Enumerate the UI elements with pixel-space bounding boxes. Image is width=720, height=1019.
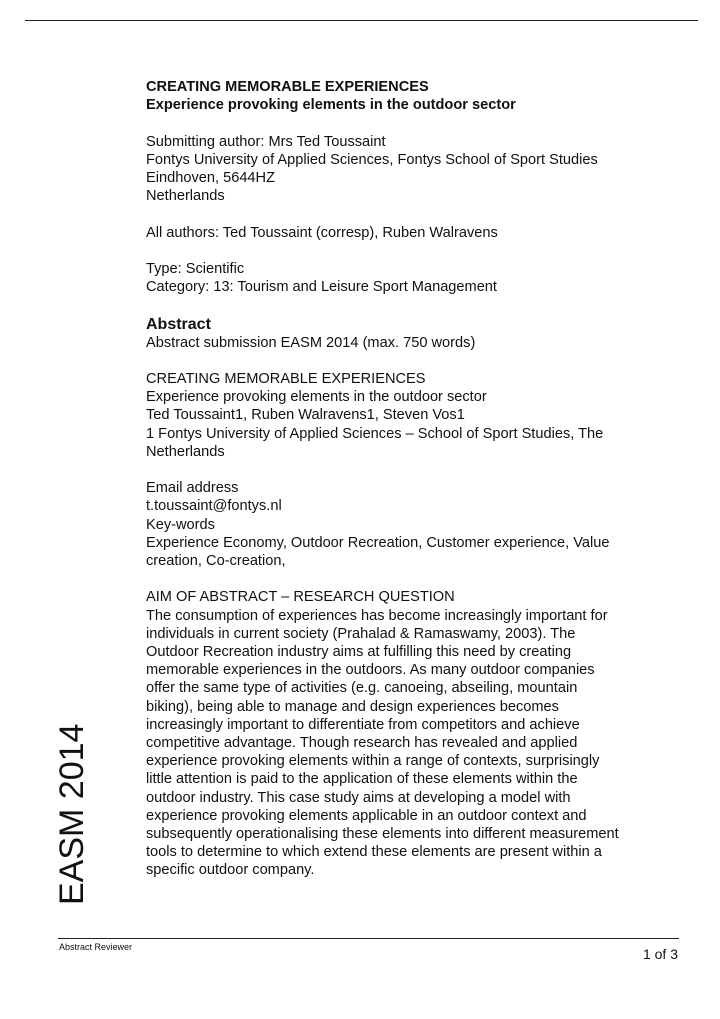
- aim-heading: AIM OF ABSTRACT – RESEARCH QUESTION: [146, 589, 455, 606]
- document-subtitle: Experience provoking elements in the outdoor sector: [146, 97, 516, 114]
- abstract-authors: Ted Toussaint1, Ruben Walravens1, Steven Vos1: [146, 407, 465, 424]
- submission-type: Type: Scientific: [146, 260, 245, 277]
- author-country: Netherlands: [146, 188, 225, 205]
- abstract-heading: Abstract: [146, 315, 211, 333]
- email-address: t.toussaint@fontys.nl: [146, 498, 282, 515]
- aim-body: The consumption of experiences has become increasingly important for individuals in current society (Prahalad & Ramaswamy, 2003). The Outdoor Recreation industry aims at fulfilling this need by creating memorable experiences in the outdoors. As many outdoor companies offer the same type of activities (e.g. canoeing, abseiling, mountain biking), being able to manage and design experiences becomes increasingly important to differentiate from competitors and achieve competitive advantage. Though research has revealed and applied experience provoking elements within a range of contexts, surprisingly little attention is paid to the application of these elements within the outdoor industry. This case study aims at developing a model with experience provoking elements applicable in an outdoor context and subsequently operationalising these elements into different measurement tools to determine to which extend these elements are present within a specific outdoor company.: [146, 607, 619, 879]
- page-number: 1 of 3: [642, 946, 678, 962]
- keywords: Experience Economy, Outdoor Recreation, Customer experience, Value creation, Co-creation,: [146, 534, 610, 569]
- abstract-subtitle: Experience provoking elements in the outdoor sector: [146, 389, 487, 406]
- all-authors: All authors: Ted Toussaint (corresp), Ruben Walravens: [146, 224, 498, 241]
- abstract-title: CREATING MEMORABLE EXPERIENCES: [146, 370, 426, 387]
- abstract-affiliation: 1 Fontys University of Applied Sciences – School of Sport Studies, The Netherlands: [146, 425, 604, 460]
- document-title: CREATING MEMORABLE EXPERIENCES: [146, 79, 429, 95]
- submitting-author: Submitting author: Mrs Ted Toussaint: [146, 133, 386, 150]
- author-city: Eindhoven, 5644HZ: [146, 170, 275, 186]
- submission-category: Category: 13: Tourism and Leisure Sport Management: [146, 279, 497, 296]
- abstract-submission-note: Abstract submission EASM 2014 (max. 750 words): [146, 334, 476, 351]
- email-label: Email address: [146, 480, 239, 497]
- top-divider: [25, 20, 698, 21]
- footer-reviewer-label: Abstract Reviewer: [59, 942, 133, 952]
- keywords-label: Key-words: [146, 516, 215, 533]
- author-affiliation: Fontys University of Applied Sciences, Fontys School of Sport Studies: [146, 151, 598, 168]
- bottom-divider: [58, 938, 679, 939]
- side-label-easm: EASM 2014: [53, 723, 91, 905]
- document-body: [146, 78, 686, 880]
